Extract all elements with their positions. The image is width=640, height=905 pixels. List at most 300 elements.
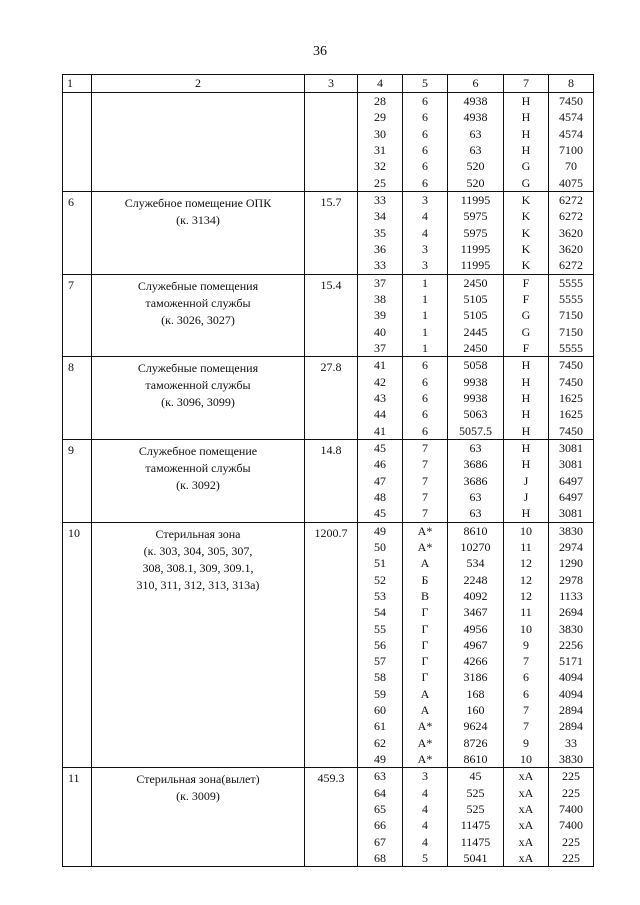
coordinate-value: 63	[469, 142, 482, 157]
distance-value: 5555	[559, 291, 583, 306]
segment-code: 4	[422, 785, 428, 800]
distance-value-column	[549, 191, 594, 274]
coordinate-value: 9938	[463, 390, 488, 405]
segment-code: 6	[422, 175, 428, 190]
point-number: 28	[374, 94, 386, 108]
room-name	[92, 768, 305, 867]
distance-value: 5555	[559, 275, 583, 290]
axis-letter: J	[523, 489, 529, 504]
distance-value: 4075	[559, 175, 583, 190]
room-name-line: Служебные помещения	[137, 361, 259, 376]
axis-letter-column	[504, 357, 549, 440]
point-number: 29	[374, 110, 386, 125]
point-number: 49	[374, 752, 386, 767]
axis-letter: G	[521, 175, 531, 190]
room-name-line: 308, 308.1, 309, 309.1,	[142, 560, 254, 575]
point-number-column	[358, 93, 403, 192]
axis-letter: 10	[520, 523, 532, 538]
segment-code: 7	[422, 440, 428, 455]
segment-code: 4	[422, 209, 428, 224]
distance-value: 3081	[559, 440, 583, 455]
point-number: 60	[374, 703, 386, 718]
point-number: 54	[374, 605, 386, 620]
coordinate-value: 45	[469, 769, 482, 784]
axis-letter: G	[521, 324, 531, 339]
segment-code-column	[403, 439, 448, 522]
coordinate-value: 2248	[463, 572, 488, 587]
point-number: 52	[374, 572, 386, 587]
point-number: 55	[374, 621, 386, 636]
axis-letter: xA	[518, 769, 534, 784]
room-number: 7	[63, 274, 92, 357]
distance-value: 2894	[559, 703, 583, 718]
axis-letter-column	[504, 93, 549, 192]
segment-code: 6	[422, 142, 428, 157]
coordinate-value: 3686	[463, 457, 488, 472]
axis-letter: 12	[520, 588, 532, 603]
coordinate-value-column	[448, 191, 504, 274]
coordinate-value: 63	[469, 489, 482, 504]
distance-value: 225	[562, 851, 580, 866]
segment-code: A*	[417, 735, 433, 750]
coordinate-value: 520	[466, 175, 485, 190]
segment-code: A	[420, 703, 430, 718]
distance-value: 3081	[559, 506, 583, 521]
distance-value: 6272	[559, 192, 583, 207]
distance-value: 2978	[559, 572, 583, 587]
page-number: 36	[313, 44, 327, 59]
point-number: 58	[374, 670, 386, 685]
coordinate-value: 2450	[463, 275, 488, 290]
distance-value: 3081	[559, 457, 583, 472]
distance-value: 7450	[559, 374, 583, 389]
distance-value: 5171	[559, 654, 583, 669]
room-name-line: (к. 303, 304, 305, 307,	[143, 543, 253, 558]
coordinate-value: 9624	[463, 719, 488, 734]
point-number: 37	[374, 340, 386, 355]
axis-letter: K	[521, 258, 531, 273]
point-number: 57	[374, 654, 386, 669]
room-name-line: Стерильная зона(вылет)	[136, 772, 260, 787]
axis-letter: K	[521, 225, 531, 240]
segment-code: 3	[422, 769, 428, 784]
distance-value: 3830	[559, 752, 583, 767]
room-name-line: 310, 311, 312, 313, 313a)	[136, 577, 260, 592]
point-number: 51	[374, 556, 386, 571]
axis-letter-column	[504, 522, 549, 768]
room-area: 27.8	[305, 357, 358, 440]
axis-letter: xA	[518, 834, 534, 849]
coordinate-value: 525	[466, 802, 485, 817]
axis-letter: 9	[523, 637, 529, 652]
segment-code: 5	[422, 851, 428, 866]
room-name	[92, 274, 305, 357]
coordinate-value: 8610	[463, 752, 488, 767]
coordinate-value: 3467	[463, 605, 488, 620]
column-header-5: 5	[403, 75, 448, 93]
segment-code: 3	[422, 192, 428, 207]
point-number: 63	[374, 769, 386, 784]
coordinate-value-column	[448, 357, 504, 440]
column-header-3: 3	[305, 75, 358, 93]
segment-code: 4	[422, 834, 428, 849]
coordinate-value: 5058	[463, 358, 488, 373]
coordinate-value: 11995	[460, 241, 491, 256]
room-name-line: Стерильная зона	[155, 526, 241, 541]
room-group-row	[63, 191, 594, 274]
room-group-row	[63, 768, 594, 867]
segment-code: 3	[422, 258, 428, 273]
distance-value: 225	[562, 785, 580, 800]
axis-letter: K	[521, 192, 531, 207]
axis-letter: 7	[523, 654, 529, 669]
distance-value: 4094	[559, 686, 583, 701]
segment-code: 6	[422, 423, 428, 438]
distance-value: 1625	[559, 390, 583, 405]
segment-code: 4	[422, 225, 428, 240]
distance-value: 7450	[559, 423, 583, 438]
coordinate-value: 11995	[460, 258, 491, 273]
distance-value: 7150	[559, 324, 583, 339]
coordinate-value: 534	[466, 556, 485, 571]
point-number: 67	[374, 834, 386, 849]
axis-letter: K	[521, 241, 531, 256]
segment-code: A	[420, 686, 430, 701]
point-number: 46	[374, 457, 386, 472]
coordinate-value-column	[448, 522, 504, 768]
column-header-6: 6	[448, 75, 504, 93]
axis-letter: J	[523, 473, 529, 488]
distance-value-column	[549, 522, 594, 768]
coordinate-value: 5105	[463, 308, 488, 323]
axis-letter-column	[504, 191, 549, 274]
coordinate-value-column	[448, 274, 504, 357]
axis-letter: 11	[520, 605, 532, 620]
room-name	[92, 439, 305, 522]
coordinate-value: 11995	[460, 192, 491, 207]
room-name-line: (к. 3026, 3027)	[161, 312, 235, 327]
distance-value: 6272	[559, 209, 583, 224]
axis-letter: 6	[523, 686, 529, 701]
point-number: 41	[374, 423, 386, 438]
segment-code: B	[420, 588, 429, 603]
coordinate-value: 5105	[463, 291, 488, 306]
segment-code: 6	[422, 358, 428, 373]
distance-value: 2974	[559, 539, 583, 554]
point-number: 30	[374, 126, 386, 141]
axis-letter: 9	[523, 735, 529, 750]
coordinate-value: 160	[466, 703, 485, 718]
room-number: 6	[63, 191, 92, 274]
segment-code: A	[420, 556, 430, 571]
distance-value: 3620	[559, 225, 583, 240]
room-area	[305, 93, 358, 192]
room-group-row	[63, 522, 594, 768]
point-number: 31	[374, 142, 386, 157]
distance-value: 4574	[559, 126, 583, 141]
column-header-4: 4	[358, 75, 403, 93]
coordinate-value: 4092	[463, 588, 488, 603]
segment-code-column	[403, 768, 448, 867]
point-number: 36	[374, 241, 386, 256]
distance-value: 6497	[559, 489, 583, 504]
axis-letter: 12	[520, 572, 532, 587]
point-number-column	[358, 274, 403, 357]
coordinate-value: 4266	[463, 654, 488, 669]
distance-value: 6272	[559, 258, 583, 273]
segment-code: 1	[422, 275, 428, 290]
segment-code: 1	[422, 291, 428, 306]
coordinate-value: 2445	[463, 324, 488, 339]
distance-value: 4574	[559, 110, 583, 125]
point-number: 61	[374, 719, 386, 734]
coordinate-value: 8726	[463, 735, 488, 750]
axis-letter: H	[521, 390, 531, 405]
coordinate-value-column	[448, 439, 504, 522]
axis-letter-column	[504, 768, 549, 867]
point-number: 48	[374, 489, 386, 504]
axis-letter: F	[522, 291, 530, 306]
coordinate-value: 5063	[463, 407, 488, 422]
distance-value-column	[549, 93, 594, 192]
segment-code: 6	[422, 159, 428, 174]
room-number: 10	[63, 522, 92, 768]
axis-letter: 7	[523, 703, 529, 718]
distance-value: 1625	[559, 407, 583, 422]
segment-code: 1	[422, 340, 428, 355]
segment-code: 7	[422, 473, 428, 488]
coordinate-value: 63	[469, 506, 482, 521]
coordinate-value: 4938	[463, 110, 488, 125]
point-number: 39	[374, 308, 386, 323]
point-number: 45	[374, 506, 386, 521]
distance-value: 7450	[559, 94, 583, 108]
axis-letter: H	[521, 374, 531, 389]
coordinate-value: 5057.5	[459, 423, 492, 438]
room-number	[63, 93, 92, 192]
axis-letter: K	[521, 209, 531, 224]
room-area: 14.8	[305, 439, 358, 522]
point-number-column	[358, 191, 403, 274]
axis-letter: H	[521, 358, 531, 373]
distance-value: 3830	[559, 523, 583, 538]
segment-code-column	[403, 93, 448, 192]
point-number: 56	[374, 637, 386, 652]
axis-letter: 10	[520, 752, 532, 767]
segment-code: A*	[417, 523, 433, 538]
point-number: 38	[374, 291, 386, 306]
point-number: 49	[374, 523, 386, 538]
coordinate-value: 3686	[463, 473, 488, 488]
coordinate-value: 9938	[463, 374, 488, 389]
segment-code: 7	[422, 489, 428, 504]
axis-letter: 11	[520, 539, 532, 554]
distance-value: 2694	[559, 605, 583, 620]
axis-letter: H	[521, 142, 531, 157]
segment-code: 7	[422, 457, 428, 472]
axis-letter: H	[521, 110, 531, 125]
coordinate-value: 168	[466, 686, 485, 701]
segment-code: A*	[417, 719, 433, 734]
room-name-line: Служебное помещение ОПК	[124, 195, 272, 210]
segment-code: Г	[421, 637, 429, 652]
room-name-line: (к. 3092)	[176, 477, 220, 492]
point-number: 33	[374, 192, 386, 207]
distance-value-column	[549, 357, 594, 440]
point-number: 47	[374, 473, 386, 488]
coordinate-value: 4967	[463, 637, 488, 652]
room-group-row	[63, 439, 594, 522]
coordinate-value: 2450	[463, 340, 488, 355]
distance-value: 7150	[559, 308, 583, 323]
point-number: 40	[374, 324, 386, 339]
segment-code: 6	[422, 110, 428, 125]
point-number-column	[358, 768, 403, 867]
coordinate-value: 5975	[463, 209, 488, 224]
point-number: 45	[374, 440, 386, 455]
point-number: 62	[374, 735, 386, 750]
column-header-8: 8	[549, 75, 594, 93]
segment-code-column	[403, 357, 448, 440]
coordinate-value: 11475	[460, 818, 491, 833]
segment-code-column	[403, 191, 448, 274]
room-name-line: (к. 3096, 3099)	[161, 395, 235, 410]
room-name-line: (к. 3134)	[176, 212, 220, 227]
distance-value: 4094	[559, 670, 583, 685]
room-number: 9	[63, 439, 92, 522]
coordinate-value: 520	[466, 159, 485, 174]
segment-code: 4	[422, 802, 428, 817]
coordinate-value: 11475	[460, 834, 491, 849]
room-name-line: таможенной службы	[145, 460, 251, 475]
segment-code: A*	[417, 752, 433, 767]
coordinate-value: 63	[469, 440, 482, 455]
distance-value-column	[549, 439, 594, 522]
room-name	[92, 357, 305, 440]
point-number: 37	[374, 275, 386, 290]
column-header-2: 2	[92, 75, 305, 93]
segment-code-column	[403, 522, 448, 768]
axis-letter: F	[522, 275, 530, 290]
room-name	[92, 191, 305, 274]
distance-value: 33	[565, 735, 577, 750]
room-group-row	[63, 357, 594, 440]
room-area: 459.3	[305, 768, 358, 867]
axis-letter: xA	[518, 802, 534, 817]
distance-value: 3830	[559, 621, 583, 636]
distance-value-column	[549, 274, 594, 357]
distance-value: 225	[562, 834, 580, 849]
point-number: 43	[374, 390, 386, 405]
segment-code: 6	[422, 94, 428, 108]
axis-letter: xA	[518, 818, 534, 833]
point-number: 68	[374, 851, 386, 866]
segment-code: Г	[421, 654, 429, 669]
point-number: 41	[374, 358, 386, 373]
segment-code: 4	[422, 818, 428, 833]
distance-value: 5555	[559, 340, 583, 355]
room-group-row	[63, 274, 594, 357]
axis-letter: xA	[518, 851, 534, 866]
distance-value-column	[549, 768, 594, 867]
room-number: 8	[63, 357, 92, 440]
coordinate-value: 5041	[463, 851, 488, 866]
point-number: 64	[374, 785, 386, 800]
room-name	[92, 522, 305, 768]
axis-letter: H	[521, 407, 531, 422]
room-name-line: Служебное помещение	[138, 443, 258, 458]
segment-code: 6	[422, 374, 428, 389]
room-name-line: (к. 3009)	[176, 789, 220, 804]
coordinate-value: 3186	[463, 670, 488, 685]
point-number: 32	[374, 159, 386, 174]
coordinate-value-column	[448, 768, 504, 867]
segment-code: Г	[421, 621, 429, 636]
coordinate-value: 525	[466, 785, 485, 800]
segment-code-column	[403, 274, 448, 357]
room-area: 1200.7	[305, 522, 358, 768]
axis-letter: G	[521, 159, 531, 174]
segment-code: 6	[422, 126, 428, 141]
room-number: 11	[63, 768, 92, 867]
point-number-column	[358, 357, 403, 440]
segment-code: Г	[421, 670, 429, 685]
segment-code: 6	[422, 390, 428, 405]
column-header-7: 7	[504, 75, 549, 93]
distance-value: 1290	[559, 556, 583, 571]
point-number: 44	[374, 407, 386, 422]
header-row	[63, 75, 594, 93]
segment-code: A*	[417, 539, 433, 554]
axis-letter: H	[521, 126, 531, 141]
coordinates-table	[62, 74, 594, 867]
coordinate-value: 5975	[463, 225, 488, 240]
segment-code: 1	[422, 308, 428, 323]
axis-letter: H	[521, 440, 531, 455]
axis-letter: H	[521, 94, 531, 108]
distance-value: 7400	[559, 802, 583, 817]
distance-value: 6497	[559, 473, 583, 488]
segment-code: Г	[421, 605, 429, 620]
coordinate-value-column	[448, 93, 504, 192]
segment-code: 7	[422, 506, 428, 521]
segment-code: 1	[422, 324, 428, 339]
point-number: 59	[374, 686, 386, 701]
point-number: 50	[374, 539, 386, 554]
point-number: 53	[374, 588, 386, 603]
distance-value: 2894	[559, 719, 583, 734]
axis-letter: H	[521, 457, 531, 472]
point-number: 33	[374, 258, 386, 273]
point-number-column	[358, 439, 403, 522]
distance-value: 2256	[559, 637, 583, 652]
axis-letter: 12	[520, 556, 532, 571]
room-name-line: таможенной службы	[145, 378, 251, 393]
distance-value: 70	[565, 159, 577, 174]
point-number: 66	[374, 818, 386, 833]
distance-value: 7100	[559, 142, 583, 157]
point-number: 35	[374, 225, 386, 240]
segment-code: 6	[422, 407, 428, 422]
axis-letter: 7	[523, 719, 529, 734]
axis-letter-column	[504, 274, 549, 357]
distance-value: 225	[562, 769, 580, 784]
column-header-1: 1	[63, 75, 92, 93]
room-name-line: Служебные помещения	[137, 278, 259, 293]
segment-code: Б	[421, 572, 429, 587]
point-number: 34	[374, 209, 386, 224]
room-area: 15.7	[305, 191, 358, 274]
